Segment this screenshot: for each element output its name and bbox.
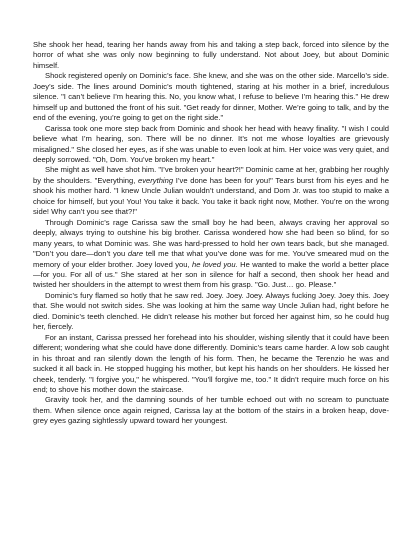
- paragraph: [33, 395, 389, 426]
- text-run: Carissa took one more step back from Dominic and shook her head with heavy finality. "I wish I could believe what I’m hearing, son. There will be no dinner. It’s not me whose loyalties are grievously misaligned." She closed her eyes, as if she was unable to even look at him. Her voice was very quiet, and deeply sorrowed. "Oh, Dom. You’ve broken my heart.": [33, 123, 389, 164]
- document-page: [33, 40, 389, 427]
- paragraph: [33, 165, 389, 217]
- text-run: Gravity took her, and the damning sounds of her tumble echoed out with no scream to punctuate them. When silence once again reigned, Carissa lay at the bottom of the stairs in a broken heap, dove-grey eyes gazing sightlessly upward toward her youngest.: [33, 395, 389, 426]
- text-run: Through Dominic’s rage Carissa saw the small boy he had been, always craving her approval so deeply, always trying to outshine his big brother. Carissa wondered how she had been so blind, for so many years, to what Dominic was. She was hard-pressed to hold her own tears back, but she managed. "Don’t you dare—don’t you: [33, 217, 389, 259]
- italic-text: everything: [138, 175, 174, 185]
- text-run: For an instant, Carissa pressed her forehead into his shoulder, wishing silently that it could have been different; wondering what she could have done differently. Dominic’s tears came harder. A low sob caught in his throat and ran silently down the length of his form. Then, he became the Terenzio he was and sucked it all back in. He stopped hugging his mother, but kept his hands on her shoulders. He kissed her cheek, tenderly. "I forgive you," he whispered. "You’ll forgive me, too." It didn’t require much force on his end; to shove his mother down the staircase.: [33, 332, 389, 394]
- text-run: I’ve done has been for you!" Tears burst from his eyes and he shook his mother hard. "I knew Uncle Julian wouldn’t understand, and Dom Jr. was too stupid to make a choice for himself, but you! You! You take it back. You take it back right now, Mother. You’re on the wrong side! Why can’t you see that?!": [33, 175, 389, 217]
- italic-text: he loved you.: [191, 259, 238, 269]
- paragraph: [33, 218, 389, 291]
- text-run: tell me that what you’ve done was for me. You’ve smeared mud on the memory of your elder brother. Joey loved you,: [33, 249, 389, 269]
- text-run: She might as well have shot him. "I’ve broken your heart?!" Dominic came at her, grabbing her roughly by the shoulders. "Everything,: [33, 165, 389, 185]
- paragraph: [33, 40, 389, 71]
- body-text: [33, 40, 389, 427]
- text-run: He wanted to make the world a better place—for you. For all of us." She stared at her son in silence for half a second, then shook her head and twisted her shoulders in the attempt to wrest them from his grasp. "Go. Just… go. Please.": [33, 259, 389, 290]
- paragraph: [33, 333, 389, 396]
- text-run: She shook her head, tearing her hands away from his and taking a step back, forced into silence by the horror of what she was only now beginning to fully understand. Not about Joey, but about Dominic himself.: [33, 40, 389, 70]
- italic-text: dare: [127, 249, 144, 259]
- paragraph: [33, 124, 389, 166]
- paragraph: [33, 291, 389, 333]
- text-run: Dominic’s fury flamed so hotly that he saw red. Joey. Joey. Joey. Always fucking Joey. Joey this. Joey that. She would not switch sides. She was looking at him the same way Uncle Julian had, right before he died. Dominic’s teeth clenched. He didn’t release his mother but forced her against him, so he could hug her, fiercely.: [33, 290, 389, 332]
- text-run: Shock registered openly on Dominic’s face. She knew, and she was on the other side. Marcello’s side. Joey’s side. The lines around Dominic’s mouth tightened, staring at his mother in a brief, incredulous silence. "I can’t believe I’m hearing this. No, you know what, I refuse to believe I’m hearing this." He drew himself up and buttoned the front of his suit. "Get ready for dinner, Mother. We’re going to talk, and by the end of the evening, you’re going to get on the right side.": [33, 71, 389, 123]
- paragraph: [33, 71, 389, 123]
